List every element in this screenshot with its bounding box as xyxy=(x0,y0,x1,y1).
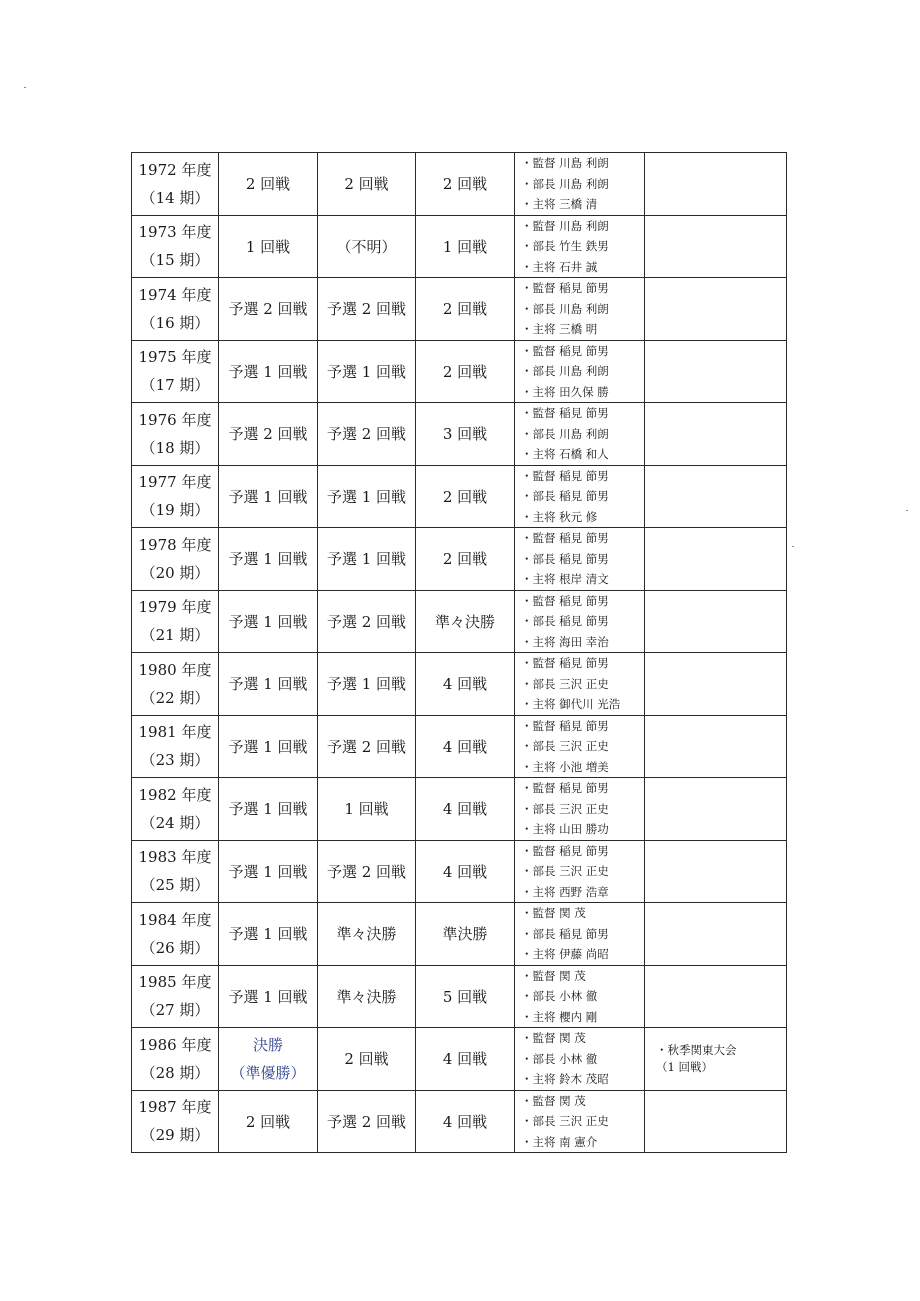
staff-cell xyxy=(515,1028,645,1091)
notes-cell xyxy=(645,965,787,1028)
result-cell: 4 回戦 xyxy=(416,778,515,841)
table-row xyxy=(132,653,787,716)
staff-line: ・監督 稲見 節男 xyxy=(521,406,609,420)
staff-line: ・監督 稲見 節男 xyxy=(521,531,609,545)
staff-cell xyxy=(515,403,645,466)
result-cell xyxy=(219,1028,318,1091)
result-cell: 2 回戦 xyxy=(416,153,515,216)
year-label: 1974 年度 xyxy=(138,285,212,304)
period-label: （28 期） xyxy=(140,1063,210,1082)
year-label: 1983 年度 xyxy=(138,848,212,867)
staff-line: ・部長 三沢 正史 xyxy=(521,739,609,753)
result-cell: 2 回戦 xyxy=(416,465,515,528)
period-label: （24 期） xyxy=(140,813,210,832)
notes-cell xyxy=(645,653,787,716)
staff-line: ・監督 稲見 節男 xyxy=(521,781,609,795)
table-row xyxy=(132,465,787,528)
staff-line: ・主将 石橋 和人 xyxy=(521,447,609,461)
staff-cell xyxy=(515,903,645,966)
result-label: 決勝 xyxy=(252,1035,283,1054)
staff-line: ・主将 御代川 光浩 xyxy=(521,697,621,711)
staff-line: ・監督 稲見 節男 xyxy=(521,343,609,358)
table-row xyxy=(132,528,787,591)
result-cell: 準々決勝 xyxy=(318,903,416,966)
table-row xyxy=(132,278,787,341)
staff-line: ・主将 伊藤 尚昭 xyxy=(521,947,609,961)
result-cell: 予選 2 回戦 xyxy=(318,590,416,653)
staff-line: ・監督 稲見 節男 xyxy=(521,718,609,733)
result-cell: 3 回戦 xyxy=(416,403,515,466)
staff-line: ・部長 竹生 鉄男 xyxy=(521,239,609,253)
result-cell: 予選 1 回戦 xyxy=(219,340,318,403)
notes-line: （1 回戦） xyxy=(656,1059,713,1074)
table-row xyxy=(132,403,787,466)
staff-cell xyxy=(515,153,645,216)
period-label: （18 期） xyxy=(140,438,210,457)
staff-cell xyxy=(515,340,645,403)
result-cell: 予選 2 回戦 xyxy=(219,278,318,341)
period-label: （23 期） xyxy=(140,751,210,770)
period-label: （15 期） xyxy=(140,251,210,270)
year-cell xyxy=(132,528,219,591)
table-row xyxy=(132,215,787,278)
year-cell xyxy=(132,965,219,1028)
year-cell xyxy=(132,590,219,653)
year-cell xyxy=(132,1028,219,1091)
staff-line: ・主将 三橋 清 xyxy=(521,197,598,211)
table-row xyxy=(132,340,787,403)
year-label: 1975 年度 xyxy=(138,348,212,367)
result-cell: 4 回戦 xyxy=(416,840,515,903)
year-cell xyxy=(132,340,219,403)
period-label: （20 期） xyxy=(140,563,210,582)
year-label: 1979 年度 xyxy=(138,598,212,617)
result-cell: 1 回戦 xyxy=(219,215,318,278)
period-label: （21 期） xyxy=(140,626,210,645)
staff-line: ・監督 関 茂 xyxy=(521,1031,586,1045)
result-cell: 4 回戦 xyxy=(416,1090,515,1153)
result-cell: 予選 2 回戦 xyxy=(318,278,416,341)
result-cell: 準決勝 xyxy=(416,903,515,966)
result-cell: 準々決勝 xyxy=(318,965,416,1028)
result-cell: 予選 1 回戦 xyxy=(219,965,318,1028)
result-cell: 予選 1 回戦 xyxy=(219,528,318,591)
result-cell: 予選 2 回戦 xyxy=(318,403,416,466)
staff-line: ・部長 稲見 節男 xyxy=(521,489,609,503)
notes-cell xyxy=(645,903,787,966)
staff-line: ・主将 三橋 明 xyxy=(521,322,598,336)
scan-speck xyxy=(792,546,794,547)
year-label: 1972 年度 xyxy=(138,160,212,179)
result-cell: 予選 2 回戦 xyxy=(318,715,416,778)
staff-line: ・主将 海田 幸治 xyxy=(521,634,609,649)
staff-line: ・主将 櫻内 剛 xyxy=(521,1009,598,1024)
result-cell: 予選 1 回戦 xyxy=(219,653,318,716)
year-label: 1976 年度 xyxy=(138,410,212,429)
staff-line: ・主将 小池 増美 xyxy=(521,759,609,774)
staff-line: ・監督 稲見 節男 xyxy=(521,468,609,483)
staff-line: ・主将 田久保 勝 xyxy=(521,384,609,399)
result-cell: 2 回戦 xyxy=(318,153,416,216)
period-label: （17 期） xyxy=(140,376,210,395)
result-cell: 予選 2 回戦 xyxy=(219,403,318,466)
result-cell: 予選 1 回戦 xyxy=(219,840,318,903)
staff-line: ・部長 川島 利朗 xyxy=(521,364,609,378)
records-body xyxy=(132,153,787,1153)
result-cell: 予選 1 回戦 xyxy=(318,340,416,403)
result-cell: 予選 1 回戦 xyxy=(318,653,416,716)
staff-cell xyxy=(515,278,645,341)
result-cell: 予選 2 回戦 xyxy=(318,840,416,903)
result-cell: 準々決勝 xyxy=(416,590,515,653)
result-cell: 2 回戦 xyxy=(416,340,515,403)
staff-cell xyxy=(515,1090,645,1153)
year-label: 1984 年度 xyxy=(138,910,212,929)
staff-line: ・部長 三沢 正史 xyxy=(521,1114,609,1128)
table-row xyxy=(132,965,787,1028)
staff-line: ・部長 小林 徹 xyxy=(521,1051,598,1066)
notes-cell xyxy=(645,215,787,278)
staff-line: ・主将 根岸 清文 xyxy=(521,572,609,586)
period-label: （22 期） xyxy=(140,688,210,707)
staff-cell xyxy=(515,653,645,716)
year-cell xyxy=(132,465,219,528)
staff-line: ・主将 南 憲介 xyxy=(521,1134,598,1149)
table-row xyxy=(132,840,787,903)
notes-cell xyxy=(645,340,787,403)
notes-cell xyxy=(645,590,787,653)
result-cell: 予選 1 回戦 xyxy=(219,903,318,966)
staff-line: ・部長 三沢 正史 xyxy=(521,676,609,691)
staff-cell xyxy=(515,778,645,841)
staff-line: ・部長 三沢 正史 xyxy=(521,801,609,816)
staff-line: ・監督 稲見 節男 xyxy=(521,656,609,670)
staff-line: ・部長 川島 利朗 xyxy=(521,176,609,191)
year-cell xyxy=(132,215,219,278)
year-cell xyxy=(132,403,219,466)
result-cell: 予選 1 回戦 xyxy=(219,590,318,653)
result-sublabel: （準優勝） xyxy=(230,1063,306,1082)
notes-cell xyxy=(645,715,787,778)
period-label: （26 期） xyxy=(140,938,210,957)
staff-line: ・部長 川島 利朗 xyxy=(521,301,609,316)
staff-line: ・監督 稲見 節男 xyxy=(521,843,609,858)
staff-line: ・主将 西野 浩章 xyxy=(521,884,609,899)
result-cell: 4 回戦 xyxy=(416,715,515,778)
year-label: 1978 年度 xyxy=(138,535,212,554)
staff-cell xyxy=(515,215,645,278)
result-cell: （不明） xyxy=(318,215,416,278)
staff-line: ・部長 川島 利朗 xyxy=(521,426,609,441)
staff-line: ・監督 関 茂 xyxy=(521,968,586,983)
result-cell: 予選 1 回戦 xyxy=(219,778,318,841)
notes-cell xyxy=(645,528,787,591)
period-label: （16 期） xyxy=(140,313,210,332)
result-cell: 予選 1 回戦 xyxy=(318,528,416,591)
year-label: 1980 年度 xyxy=(138,660,212,679)
staff-line: ・部長 稲見 節男 xyxy=(521,551,609,566)
result-cell: 2 回戦 xyxy=(318,1028,416,1091)
year-label: 1973 年度 xyxy=(138,223,212,242)
year-label: 1985 年度 xyxy=(138,973,212,992)
staff-cell xyxy=(515,965,645,1028)
notes-cell xyxy=(645,840,787,903)
staff-line: ・監督 関 茂 xyxy=(521,1093,586,1108)
table-row xyxy=(132,903,787,966)
staff-line: ・部長 三沢 正史 xyxy=(521,864,609,878)
staff-line: ・監督 関 茂 xyxy=(521,906,586,920)
year-cell xyxy=(132,278,219,341)
staff-line: ・監督 川島 利朗 xyxy=(521,218,609,233)
notes-line: ・秋季関東大会 xyxy=(656,1042,737,1057)
year-label: 1977 年度 xyxy=(138,473,212,492)
staff-line: ・監督 川島 利朗 xyxy=(521,156,609,170)
scan-speck xyxy=(906,510,908,511)
year-cell xyxy=(132,653,219,716)
staff-cell xyxy=(515,715,645,778)
year-cell xyxy=(132,1090,219,1153)
staff-cell xyxy=(515,840,645,903)
result-cell: 4 回戦 xyxy=(416,653,515,716)
scan-speck xyxy=(24,87,26,88)
table-row xyxy=(132,590,787,653)
staff-line: ・主将 石井 誠 xyxy=(521,259,598,274)
year-cell xyxy=(132,153,219,216)
result-cell: 2 回戦 xyxy=(219,153,318,216)
staff-line: ・監督 稲見 節男 xyxy=(521,281,609,295)
year-cell xyxy=(132,903,219,966)
year-label: 1987 年度 xyxy=(138,1098,212,1117)
notes-cell xyxy=(645,278,787,341)
result-cell: 5 回戦 xyxy=(416,965,515,1028)
result-cell: 予選 1 回戦 xyxy=(219,715,318,778)
result-cell: 2 回戦 xyxy=(416,528,515,591)
table-row xyxy=(132,715,787,778)
year-cell xyxy=(132,778,219,841)
result-cell: 4 回戦 xyxy=(416,1028,515,1091)
staff-line: ・主将 山田 勝功 xyxy=(521,822,609,836)
result-cell: 1 回戦 xyxy=(318,778,416,841)
notes-cell xyxy=(645,1090,787,1153)
period-label: （14 期） xyxy=(140,188,210,207)
year-label: 1982 年度 xyxy=(138,785,212,804)
table-row xyxy=(132,1028,787,1091)
result-cell: 2 回戦 xyxy=(416,278,515,341)
result-cell: 予選 2 回戦 xyxy=(318,1090,416,1153)
result-cell: 1 回戦 xyxy=(416,215,515,278)
period-label: （25 期） xyxy=(140,876,210,895)
notes-cell xyxy=(645,778,787,841)
year-cell xyxy=(132,840,219,903)
notes-cell xyxy=(645,403,787,466)
staff-line: ・部長 稲見 節男 xyxy=(521,614,609,628)
period-label: （29 期） xyxy=(140,1126,210,1145)
table-row xyxy=(132,1090,787,1153)
table-row xyxy=(132,778,787,841)
staff-cell xyxy=(515,590,645,653)
result-cell: 予選 1 回戦 xyxy=(318,465,416,528)
staff-line: ・主将 秋元 修 xyxy=(521,509,598,524)
staff-cell xyxy=(515,465,645,528)
notes-cell xyxy=(645,153,787,216)
staff-line: ・監督 稲見 節男 xyxy=(521,593,609,608)
result-cell: 2 回戦 xyxy=(219,1090,318,1153)
staff-line: ・主将 鈴木 茂昭 xyxy=(521,1072,609,1086)
staff-line: ・部長 稲見 節男 xyxy=(521,926,609,941)
table-row xyxy=(132,153,787,216)
year-cell xyxy=(132,715,219,778)
result-cell: 予選 1 回戦 xyxy=(219,465,318,528)
staff-line: ・部長 小林 徹 xyxy=(521,989,598,1003)
period-label: （27 期） xyxy=(140,1001,210,1020)
year-label: 1986 年度 xyxy=(138,1035,212,1054)
staff-cell xyxy=(515,528,645,591)
year-label: 1981 年度 xyxy=(138,723,212,742)
notes-cell xyxy=(645,465,787,528)
records-table xyxy=(131,152,787,1153)
period-label: （19 期） xyxy=(140,501,210,520)
notes-cell xyxy=(645,1028,787,1091)
